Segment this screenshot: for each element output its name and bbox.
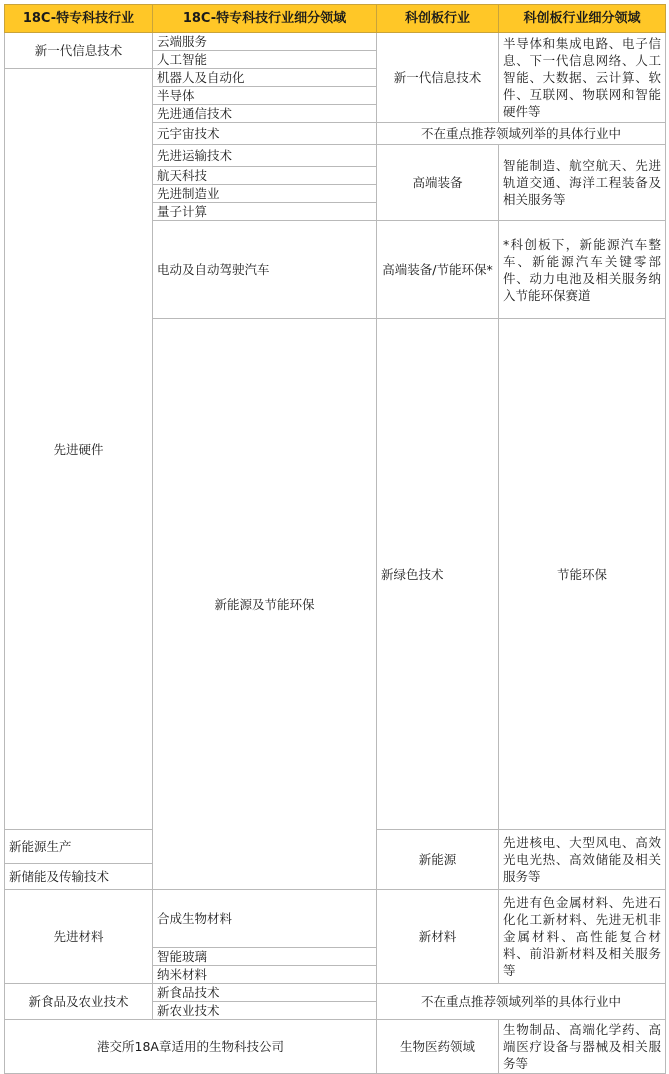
sub-robotics: 机器人及自动化 bbox=[153, 69, 377, 87]
sub-new-green-tech: 新绿色技术 bbox=[377, 319, 499, 830]
header-star-industry: 科创板行业 bbox=[377, 5, 499, 33]
sub-advanced-manufacturing: 先进制造业 bbox=[153, 185, 377, 203]
header-star-subsector: 科创板行业细分领域 bbox=[499, 5, 666, 33]
star-industry-equipment-env: 高端装备/节能环保* bbox=[377, 221, 499, 319]
sub-new-energy-production: 新能源生产 bbox=[5, 830, 153, 864]
sub-new-agri-tech: 新农业技术 bbox=[153, 1002, 377, 1020]
star-industry-new-materials: 新材料 bbox=[377, 890, 499, 984]
sub-advanced-transport: 先进运输技术 bbox=[153, 145, 377, 167]
star-desc-info-tech: 半导体和集成电路、电子信息、下一代信息网络、人工智能、大数据、云计算、软件、互联网、物联网和智能硬件等 bbox=[499, 33, 666, 123]
star-desc-biomed: 生物制品、高端化学药、高端医疗设备与器械及相关服务等 bbox=[499, 1020, 666, 1074]
industry-advanced-materials: 先进材料 bbox=[5, 890, 153, 984]
sub-ev-autonomous: 电动及自动驾驶汽车 bbox=[153, 221, 377, 319]
food-not-listed-note: 不在重点推荐领域列举的具体行业中 bbox=[377, 984, 666, 1020]
sub-nano-materials: 纳米材料 bbox=[153, 966, 377, 984]
star-industry-biomed: 生物医药领域 bbox=[377, 1020, 499, 1074]
star-desc-new-materials: 先进有色金属材料、先进石化化工新材料、先进无机非金属材料、高性能复合材料、前沿新材料及相关服务等 bbox=[499, 890, 666, 984]
sub-advanced-comms: 先进通信技术 bbox=[153, 105, 377, 123]
star-desc-high-end-equipment: 智能制造、航空航天、先进轨道交通、海洋工程装备及相关服务等 bbox=[499, 145, 666, 221]
sub-semiconductor: 半导体 bbox=[153, 87, 377, 105]
star-desc-ev-note: *科创板下，新能源汽车整车、新能源汽车关键零部件、动力电池及相关服务纳入节能环保赛道 bbox=[499, 221, 666, 319]
sub-new-food-tech: 新食品技术 bbox=[153, 984, 377, 1002]
industry-comparison-table bbox=[4, 4, 666, 1074]
sub-ai: 人工智能 bbox=[153, 51, 377, 69]
sub-smart-glass: 智能玻璃 bbox=[153, 948, 377, 966]
header-18c-subsector: 18C-特专科技行业细分领域 bbox=[153, 5, 377, 33]
industry-info-tech: 新一代信息技术 bbox=[5, 33, 153, 69]
star-desc-new-energy: 先进核电、大型风电、高效光电光热、高效储能及相关服务等 bbox=[499, 830, 666, 890]
sub-synthetic-bio-materials: 合成生物材料 bbox=[153, 890, 377, 948]
star-industry-high-end-equipment: 高端装备 bbox=[377, 145, 499, 221]
sub-aerospace: 航天科技 bbox=[153, 167, 377, 185]
header-18c-industry: 18C-特专科技行业 bbox=[5, 5, 153, 33]
industry-new-food-agri: 新食品及农业技术 bbox=[5, 984, 153, 1020]
sub-energy-storage: 新储能及传输技术 bbox=[5, 864, 153, 890]
sub-metaverse: 元宇宙技术 bbox=[153, 123, 377, 145]
sub-quantum-computing: 量子计算 bbox=[153, 203, 377, 221]
industry-new-energy: 新能源及节能环保 bbox=[153, 319, 377, 890]
star-industry-info-tech: 新一代信息技术 bbox=[377, 33, 499, 123]
metaverse-not-listed-note: 不在重点推荐领域列举的具体行业中 bbox=[377, 123, 666, 145]
hkex-18a-biotech: 港交所18A章适用的生物科技公司 bbox=[5, 1020, 377, 1074]
star-industry-new-energy: 新能源 bbox=[377, 830, 499, 890]
industry-advanced-hardware: 先进硬件 bbox=[5, 69, 153, 830]
header-row bbox=[5, 5, 666, 33]
sub-cloud-services: 云端服务 bbox=[153, 33, 377, 51]
star-industry-energy-saving: 节能环保 bbox=[499, 319, 666, 830]
